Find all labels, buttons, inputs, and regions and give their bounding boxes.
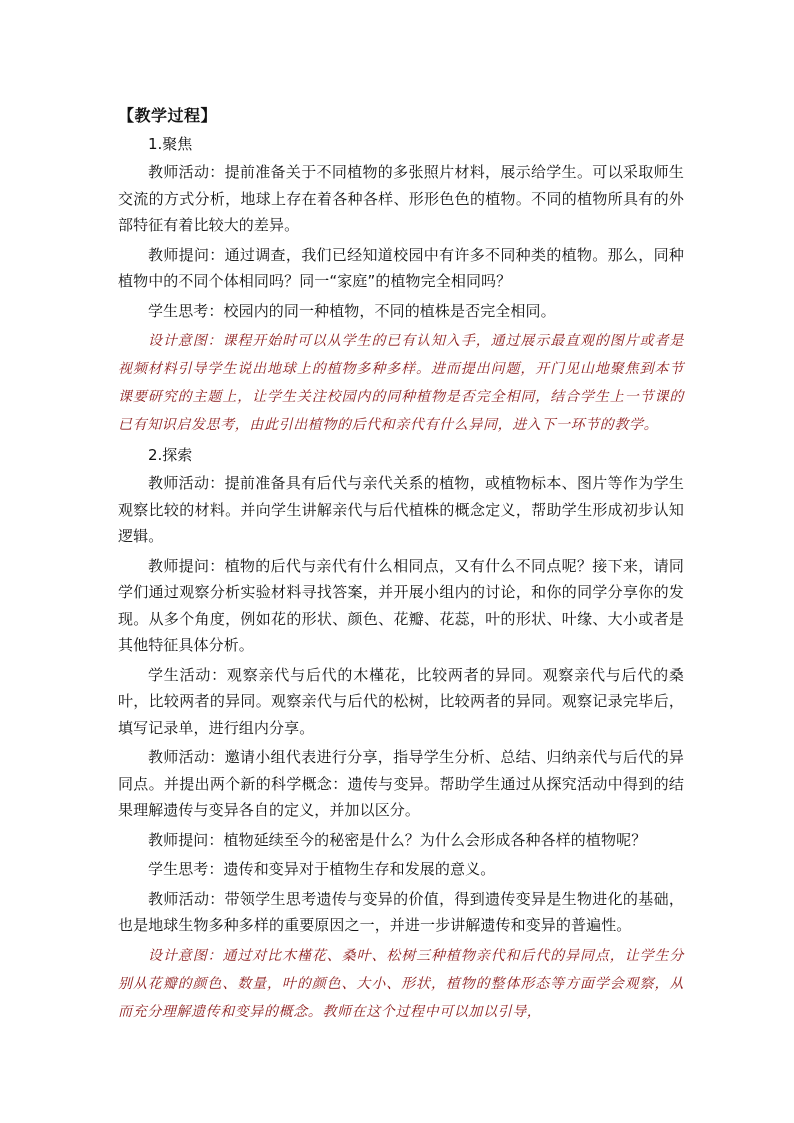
document-body bbox=[118, 103, 684, 1029]
paragraph-student-activity: 学生活动：观察亲代与后代的木槿花，比较两者的异同。观察亲代与后代的桑叶，比较两者的异同。观察亲代与后代的松树，比较两者的异同。观察记录完毕后，填写记录单，进行组内分享。 bbox=[118, 665, 684, 737]
paragraph-teacher-question: 教师提问：植物的后代与亲代有什么相同点，又有什么不同点呢？接下来，请同学们通过观察分析实验材料寻找答案，并开展小组内的讨论，和你的同学分享你的发现。从多个角度，例如花的形状、颜色、花瓣、花蕊，叶的形状、叶缘、大小或者是其他特征具体分析。 bbox=[118, 556, 684, 654]
section-title-explore: 2.探索 bbox=[148, 446, 193, 464]
paragraph-teacher-activity: 教师活动：提前准备具有后代与亲代关系的植物，或植物标本、图片等作为学生观察比较的材料。并向学生讲解亲代与后代植株的概念定义，帮助学生形成初步认知逻辑。 bbox=[118, 474, 684, 545]
paragraph-teacher-activity: 教师活动：带领学生思考遗传与变异的价值，得到遗传变异是生物进化的基础，也是地球生物多种多样的重要原因之一，并进一步讲解遗传和变异的普遍性。 bbox=[118, 889, 684, 934]
paragraph-student-thinking: 学生思考：遗传和变异对于植物生存和发展的意义。 bbox=[148, 860, 496, 878]
design-intent-focus: 设计意图：课程开始时可以从学生的已有认知入手，通过展示最直观的图片或者是视频材料引导学生说出地球上的植物多种多样。进而提出问题，开门见山地聚焦到本节课要研究的主题上，让学生关注校园内的同种植物是否完全相同，结合学生上一节课的已有知识启发思考，由此引出植物的后代和亲代有什么异同，进入下一环节的教学。 bbox=[118, 333, 684, 433]
paragraph-teacher-question: 教师提问：通过调查，我们已经知道校园中有许多不同种类的植物。那么，同种植物中的不同个体相同吗？同一“家庭”的植物完全相同吗？ bbox=[118, 245, 684, 290]
paragraph-teacher-activity: 教师活动：邀请小组代表进行分享，指导学生分析、总结、归纳亲代与后代的异同点。并提出两个新的科学概念：遗传与变异。帮助学生通过从探究活动中得到的结果理解遗传与变异各自的定义，并加以区分。 bbox=[118, 748, 684, 819]
paragraph-teacher-activity: 教师活动：提前准备关于不同植物的多张照片材料，展示给学生。可以采取师生交流的方式分析，地球上存在着各种各样、形形色色的植物。不同的植物所具有的外部特征有着比较大的差异。 bbox=[118, 163, 684, 234]
paragraph-teacher-question: 教师提问：植物延续至今的秘密是什么？为什么会形成各种各样的植物呢？ bbox=[148, 830, 647, 849]
paragraph-student-thinking: 学生思考：校园内的同一种植物，不同的植株是否完全相同。 bbox=[148, 301, 556, 320]
section-title-focus: 1.聚焦 bbox=[148, 135, 193, 153]
design-intent-explore: 设计意图：通过对比木槿花、桑叶、松树三种植物亲代和后代的异同点，让学生分别从花瓣的颜色、数量，叶的颜色、大小、形状，植物的整体形态等方面学会观察，从而充分理解遗传和变异的概念。教师在这个过程中可以加以引导， bbox=[118, 947, 684, 1020]
section-heading: 【教学过程】 bbox=[118, 106, 218, 125]
